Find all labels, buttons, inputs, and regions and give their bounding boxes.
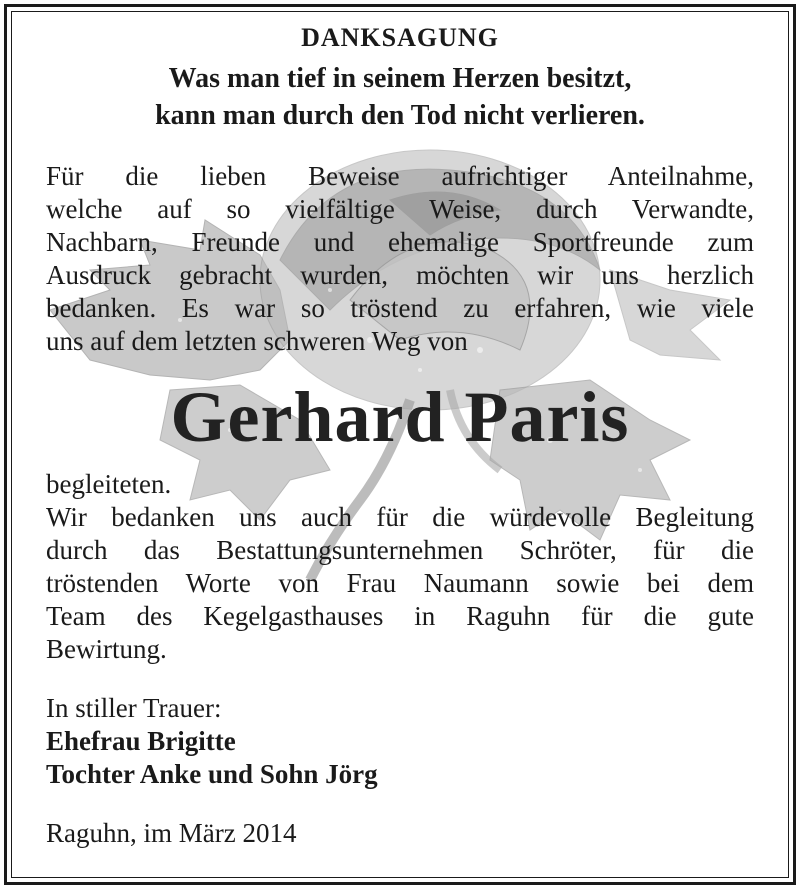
intro-line: bedanken. Es war so tröstend zu erfahren, wie viele — [46, 293, 754, 323]
mourners-block — [46, 692, 754, 791]
motto-quote — [46, 60, 754, 134]
notice-title: DANKSAGUNG — [301, 23, 499, 52]
place-date: Raguhn, im März 2014 — [46, 818, 297, 848]
thanks-line: Bewirtung. — [46, 634, 167, 664]
intro-line: uns auf dem letzten schweren Weg von — [46, 326, 468, 356]
deceased-name: Gerhard Paris — [170, 377, 630, 457]
motto-line: Was man tief in seinem Herzen besitzt, — [168, 63, 632, 94]
mourner-name: Tochter Anke und Sohn Jörg — [46, 759, 378, 789]
intro-line: Ausdruck gebracht wurden, möchten wir uns herzlich — [46, 260, 754, 290]
thanks-line: Wir bedanken uns auch für die würdevolle Begleitung — [46, 502, 754, 532]
thanks-line: Team des Kegelgasthauses in Raguhn für die gute — [46, 601, 754, 631]
mourning-label: In stiller Trauer: — [46, 693, 222, 723]
thanks-paragraph — [46, 468, 754, 666]
thanks-line: tröstenden Worte von Frau Naumann sowie bei dem — [46, 568, 754, 598]
intro-line: welche auf so vielfältige Weise, durch Verwandte, — [46, 194, 754, 224]
intro-paragraph — [46, 160, 754, 358]
intro-line: Nachbarn, Freunde und ehemalige Sportfreunde zum — [46, 227, 754, 257]
after-name-line: begleiteten. — [46, 469, 172, 499]
motto-line: kann man durch den Tod nicht verlieren. — [155, 100, 645, 131]
mourner-name: Ehefrau Brigitte — [46, 726, 236, 756]
notice-content — [46, 20, 754, 850]
thanks-line: durch das Bestattungsunternehmen Schröter, für die — [46, 535, 754, 565]
intro-line: Für die lieben Beweise aufrichtiger Anteilnahme, — [46, 161, 754, 191]
